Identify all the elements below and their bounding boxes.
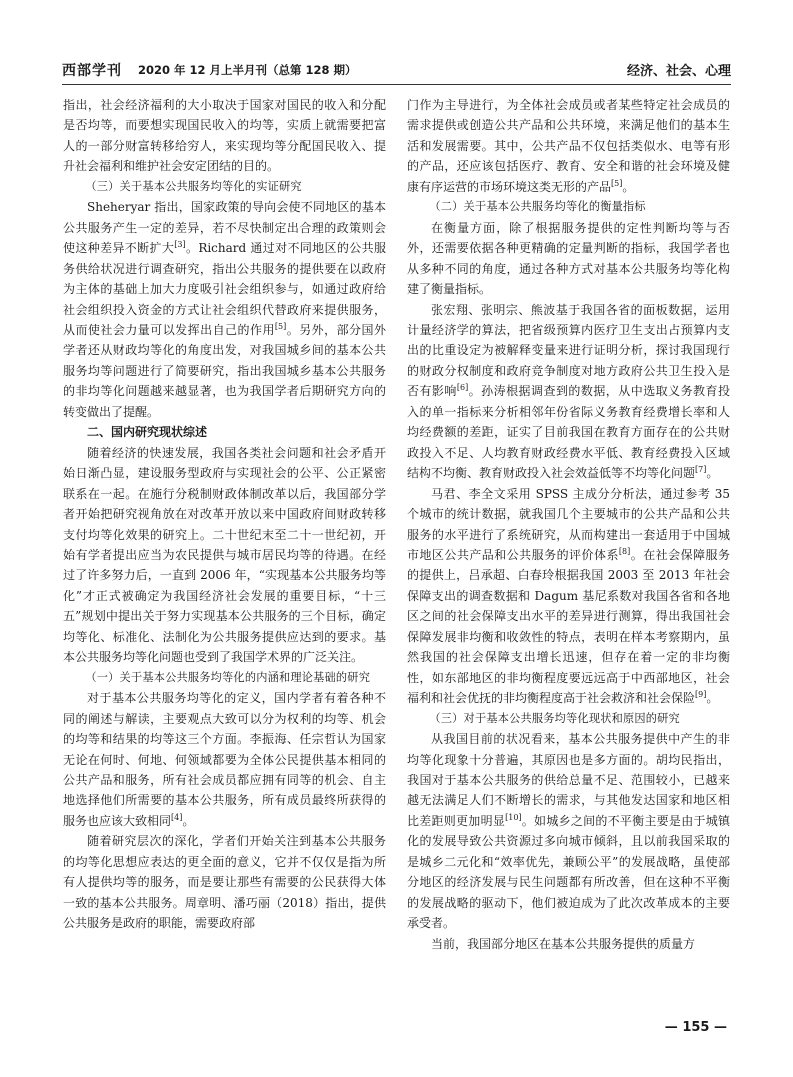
paragraph — [63, 831, 386, 933]
paragraph — [407, 300, 730, 484]
citation-ref: [8] — [618, 546, 631, 556]
paragraph-text: 。 — [706, 466, 719, 481]
paragraph-text: 。 — [182, 813, 195, 828]
citation-ref: [6] — [456, 383, 469, 393]
paragraph-text: 门作为主导进行，为全体社会成员或者某些特定社会成员的需求提供或创造公共产品和公共环境，来满足他们的基本生活和发展需要。其中，公共产品不仅包括类似水、电等有形的产品，还应该包括医疗、教育、安全和谐的社会环境及健康有序运营的市场环境这类无形的产品 — [407, 98, 730, 194]
subsection-heading — [407, 709, 730, 729]
paragraph-text: 当前，我国部分地区在基本公共服务提供的质量方 — [431, 936, 696, 951]
journal-logo: 西部学刊 — [62, 63, 122, 79]
citation-ref: [7] — [695, 465, 707, 475]
header-rule — [62, 84, 731, 85]
page-header — [62, 58, 731, 88]
right-column — [407, 95, 730, 954]
paragraph-text: 指出，社会经济福利的大小取决于国家对国民的收入和分配是否均等，而要想实现国民收入的均等，实质上就需要把富人的一部分财富转移给穷人，来实现均等分配国民收入、提升社会福利和维护社会安定团结的目的。 — [63, 98, 386, 174]
paragraph — [407, 484, 730, 709]
citation-ref: [5] — [274, 321, 287, 331]
paragraph-text: 。另外，部分国外学者还从财政均等化的角度出发，对我国城乡间的基本公共服务均等问题进行了简要研究，指出我国城乡基本公共服务的非均等化问题越来越显著，也为我国学者后期研究方向的转变做出了提醒。 — [63, 322, 386, 419]
paragraph-text: 。 — [622, 179, 635, 194]
citation-ref: [9] — [695, 690, 707, 700]
paragraph — [63, 443, 386, 668]
paragraph — [407, 934, 730, 954]
paragraph — [407, 729, 730, 934]
paragraph-text: 随着研究层次的深化，学者们开始关注到基本公共服务的均等化思想应表达的更全面的意义，它并不仅仅是指为所有人提供均等的服务，而是要让那些有需要的公民获得大体一致的基本公共服务。周章明、潘巧丽（2018）指出，提供公共服务是政府的职能，需要政府部 — [63, 834, 386, 931]
paragraph-text: 马君、李全文采用 SPSS 主成分分析法，通过参考 35 个城市的统计数据，就我国几个主要城市的公共产品和公共服务的水平进行了系统研究，从而构建出一套适用于中国城市地区公共产品和公共服务的评价体系 — [407, 486, 730, 562]
citation-ref: [3] — [174, 240, 186, 250]
paragraph-text: 在衡量方面，除了根据服务提供的定性判断均等与否外，还需要依据各种更精确的定量判断的指标，我国学者也从多种不同的角度，通过各种方式对基本公共服务均等化构建了衡量指标。 — [407, 220, 730, 297]
paragraph-text: 。如城乡之间的不平衡主要是由于城镇化的发展导致公共资源过多向城市倾斜，且以前我国采取的是城乡二元化和“效率优先，兼顾公平”的发展战略，虽使部分地区的经济发展与民生问题都有所改善，但在这种不平衡的发展战略的驱动下，他们被迫成为了此次改革成本的主要承受者。 — [407, 813, 730, 931]
section-label: 经济、社会、心理 — [626, 64, 731, 79]
subsection-heading — [407, 197, 730, 217]
paragraph-text: 随着经济的快速发展，我国各类社会问题和社会矛盾开始日渐凸显，建设服务型政府与实现社会的公平、公正紧密联系在一起。在施行分税制财政体制改革以后，我国部分学者开始把研究视角放在对改革开放以来中国政府间财政转移支付均等化效果的研究上。二十世纪末至二十一世纪初，开始有学者提出应当为农民提供与城市居民均等的待遇。在经过了许多努力后，一直到 2006 年，“实现基本公共服务均等化”才正式被确定为我国经济社会发展的重要目标，“十三五”规划中提出关于努力实现基本公共服务的三个目标，确定均等化、标准化、法制化为公共服务提供应达到的要求。基本公共服务均等化问题也受到了我国学术界的广泛关注。 — [63, 445, 386, 665]
paragraph-continued — [63, 95, 386, 177]
paragraph-text: 二、国内研究现状综述 — [87, 425, 208, 440]
paragraph-text: 对于基本公共服务均等化的定义，国内学者有着各种不同的阐述与解读，主要观点大致可以分为权利的均等、机会的均等和结果的均等这三个方面。李振海、任宗哲认为国家无论在何时、何地、何领域都要为全体公民提供基本相同的公共产品和服务，所有社会成员都应拥有同等的机会、自主地选择他们所需要的基本公共服务，所有成员最终所获得的服务也应该大致相同 — [63, 691, 386, 828]
section-heading — [63, 422, 386, 442]
paragraph-text: （三）对于基本公共服务均等化现状和原因的研究 — [429, 711, 680, 725]
paragraph-text: （一）关于基本公共服务均等化的内涵和理论基础的研究 — [85, 670, 371, 684]
paragraph-text: 。 — [706, 691, 719, 706]
issue-label: 2020 年 12 月上半月刊（总第 128 期） — [138, 63, 357, 77]
subsection-heading — [63, 177, 386, 197]
paragraph-text: 。Richard 通过对不同地区的公共服务供给状况进行调查研究，指出公共服务的提供要在以政府为主体的基础上加大力度吸引社会组织参与，如通过政府给社会组织投入资金的方式让社会组织代替政府来提供服务，从而使社会力量可以发挥出自己的作用 — [63, 241, 386, 337]
paragraph — [63, 197, 386, 422]
paragraph-text: 张宏翔、张明宗、熊波基于我国各省的面板数据，运用计量经济学的算法，把省级预算内医疗卫生支出占预算内支出的比重设定为被解释变量来进行证明分析，探讨我国现行的财政分权制度和政府竞争制度对地方政府公共卫生投入是否有影响 — [407, 302, 730, 399]
paragraph-text: 从我国目前的状况看来，基本公共服务提供中产生的非均等化现象十分普遍，其原因也是多方面的。胡均民指出，我国对于基本公共服务的供给总量不足、范围较小，已越来越无法满足人们不断增长的需求，与其他发达国家和地区相比差距则更加明显 — [407, 732, 730, 828]
paragraph-text: （二）关于基本公共服务均等化的衡量指标 — [429, 200, 646, 214]
left-column — [63, 95, 386, 934]
paragraph — [407, 218, 730, 300]
paragraph-continued — [407, 95, 730, 197]
paragraph — [63, 688, 386, 831]
paragraph-text: 。孙涛根据调查到的数据，从中选取义务教育投入的单一指标来分析相邻年份省际义务教育经费增长率和人均经费额的差距，证实了目前我国在教育方面存在的公共财政投入不足、人均教育财政经费水平低、教育经费投入区域结构不均衡、教育财政投入社会效益低等不均等化问题 — [407, 384, 730, 481]
page-number: — 155 — — [664, 1020, 727, 1035]
paragraph-text: 。在社会保障服务的提供上，吕承超、白春玲根据我国 2003 至 2013 年社会保障支出的调查数据和 Dagum 基尼系数对我国各省和各地区之间的社会保障支出水平的差异进行测算，得出我国社会保障发展非均衡和收敛性的特点，表明在样本考察期内，虽然我国的社会保障支出增长迅速，但存在着一定的非均衡性，如东部地区的非均衡程度要远远高于中西部地区，社会福利和社会优抚的非均衡程度高于社会救济和社会保险 — [407, 547, 730, 706]
citation-ref: [4] — [171, 812, 183, 822]
citation-ref: [10] — [505, 812, 522, 822]
subsection-heading — [63, 668, 386, 688]
paragraph-text: Sheheryar 指出，国家政策的导向会使不同地区的基本公共服务产生一定的差异，若不尽快制定出合理的政策则会使这种差异不断扩大 — [63, 200, 386, 256]
paragraph-text: （三）关于基本公共服务均等化的实证研究 — [85, 179, 302, 193]
citation-ref: [5] — [611, 178, 623, 188]
